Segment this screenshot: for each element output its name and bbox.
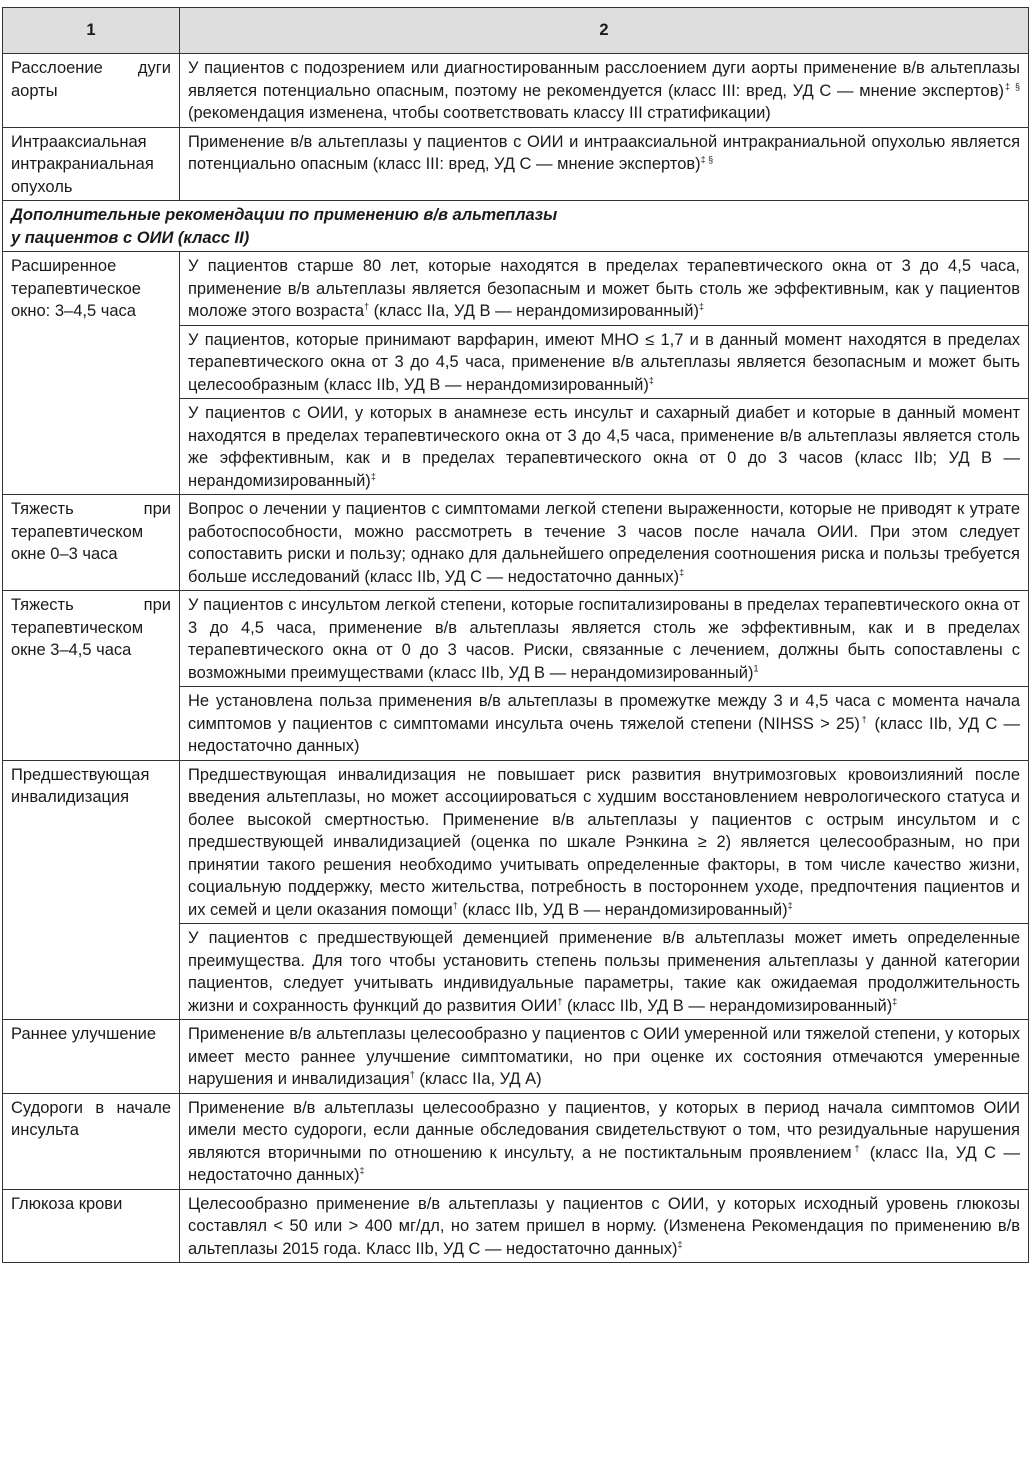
- table-body-top: [3, 54, 1029, 201]
- recommendation-class: (класс IIb, УД С — недостаточно данных): [188, 714, 1021, 755]
- section-body: [3, 201, 1029, 252]
- footnote-mark-2: ‡: [359, 1165, 365, 1176]
- recommendation-class: (класс IIb, УД В — нерандомизированный): [562, 996, 893, 1015]
- table-row: [3, 495, 1029, 591]
- recommendation-text: Вопрос о лечении у пациентов с симптомами легкой степени выраженности, которые не приводят к утрате работоспособности, можно рассмотреть в течение 3 часов после начала ОИИ. При этом следует сопоставить риски и пользу; однако для дальнейшего определения соотношения риска и пользы требуется больше исследований (класс IIb, УД С — недостаточно данных): [188, 500, 1020, 586]
- recommendation-text: Не установлена польза применения в/в альтеплазы в промежутке между 3 и 4,5 часа с момента начала симптомов у пациентов с симптомами инсульта очень тяжелой степени (NIHSS > 25): [188, 692, 1020, 733]
- recommendations-table: [2, 7, 1029, 1263]
- recommendation-cell: [180, 54, 1029, 128]
- table-row: [3, 760, 1029, 924]
- recommendation-cell: [180, 687, 1029, 761]
- recommendation-text: Целесообразно применение в/в альтеплазы у пациентов с ОИИ, у которых исходный уровень глюкозы составлял < 50 или > 400 мг/дл, но затем пришел в норму. (Изменена Рекомендация по применению в/в альтеплазы 2015 года. Класс IIb, УД С — недостаточно данных): [188, 1194, 1020, 1258]
- header-col-2: 2: [180, 8, 1029, 54]
- footnote-mark: †: [409, 1069, 415, 1080]
- recommendation-cell: [180, 1093, 1029, 1189]
- recommendation-cell: [180, 760, 1029, 924]
- row-label: Глюкоза крови: [3, 1189, 180, 1263]
- header-col-1: 1: [3, 8, 180, 54]
- recommendation-class: (класс IIa, УД В — нерандомизированный): [369, 302, 699, 320]
- row-label: Расширенное терапевтическое окно: 3–4,5 часа: [3, 252, 180, 495]
- footnote-mark: ‡: [370, 471, 376, 481]
- recommendation-cell: [180, 1020, 1029, 1094]
- recommendation-class: (класс IIb, УД В — нерандомизированный): [457, 900, 788, 919]
- table-row: [3, 1093, 1029, 1189]
- recommendation-text: У пациентов старше 80 лет, которые находятся в пределах терапевтического окна от 3 до 4,5 часа, применение в/в альтеплазы является безопасным и может быть столь же эффективным, как у пациентов моложе этого возраста: [188, 257, 1020, 320]
- recommendation-cell: [180, 252, 1029, 326]
- recommendation-class: (класс IIa, УД А): [414, 1070, 542, 1088]
- recommendation-class: (рекомендация изменена, чтобы соответствовать классу III стратификации): [188, 104, 771, 122]
- footnote-mark: ‡: [648, 375, 654, 385]
- table-row: [3, 1020, 1029, 1094]
- table-row: [3, 127, 1029, 201]
- table-header-row: [3, 8, 1029, 54]
- footnote-mark-2: ‡: [787, 900, 793, 910]
- table-body-bottom: [3, 252, 1029, 1263]
- recommendation-text: Применение в/в альтеплазы целесообразно у пациентов, у которых в период начала симптомов ОИИ имели место судороги, если данные обследования свидетельствуют о том, что резидуальные нарушения являются вторичными по отношению к инсульту, а не постиктальным проявлением: [188, 1098, 1020, 1162]
- row-label: Тяжесть при терапевтическом окне 0–3 часа: [3, 495, 180, 591]
- footnote-mark: ‡: [679, 567, 685, 577]
- footnote-mark-2: ‡: [892, 996, 898, 1006]
- recommendation-text: У пациентов с инсультом легкой степени, которые госпитализированы в пределах терапевтического окна от 3 до 4,5 часа, применение в/в альтеплазы является столь же эффективным, как и в пределах терапевтического окна от 0 до 3 часов. Риски, связанные с лечением, должны быть сопоставлены с возможными преимуществами (класс IIb, УД В — нерандомизированный): [188, 596, 1020, 682]
- recommendation-cell: [180, 1189, 1029, 1263]
- footnote-mark: †: [557, 996, 563, 1006]
- table-row: [3, 1189, 1029, 1263]
- section-heading-row: [3, 201, 1029, 252]
- footnote-mark: †: [364, 301, 370, 312]
- section-heading-line-2: у пациентов с ОИИ (класс II): [11, 228, 250, 247]
- recommendation-text: Применение в/в альтеплазы целесообразно у пациентов с ОИИ умеренной или тяжелой степени, у которых имеет место раннее улучшение симптоматики, но при оценке их состояния отмечаются умеренные нарушения и инвалидизация: [188, 1025, 1020, 1088]
- footnote-mark: †: [859, 714, 869, 724]
- footnote-mark: ‡ §: [700, 154, 714, 165]
- recommendation-cell: [180, 399, 1029, 495]
- recommendation-text: Применение в/в альтеплазы у пациентов с ОИИ и интрааксиальной интракраниальной опухолью является потенциально опасным (класс III: вред, УД С — мнение экспертов): [188, 132, 1020, 173]
- row-label: Интрааксиальная интракраниальная опухоль: [3, 127, 180, 201]
- table-row: [3, 252, 1029, 326]
- row-label: Расслоение дуги аорты: [3, 54, 180, 128]
- footnote-mark: ‡ §: [1004, 81, 1020, 91]
- recommendation-text: Предшествующая инвалидизация не повышает риск развития внутримозговых кровоизлияний после введения альтеплазы, но может ассоциироваться с худшим восстановлением неврологического статуса и более высокой смертностью. Применение в/в альтеплазы у пациентов с острым инсультом и с предшествующей инвалидизацией (оценка по шкале Рэнкина ≥ 2) является целесообразным, но при принятии такого решения необходимо учитывать определенные факторы, в том числе качество жизни, социальную поддержку, место жительства, потребность в постороннем уходе, предпочтения пациентов и их семей и цели оказания помощи: [188, 765, 1020, 919]
- recommendation-cell: [180, 591, 1029, 687]
- table-row: [3, 591, 1029, 687]
- recommendation-text: У пациентов с подозрением или диагностированным расслоением дуги аорты применение в/в альтеплазы является потенциально опасным, поэтому не рекомендуется (класс III: вред, УД С — мнение экспертов): [188, 59, 1020, 100]
- footnote-mark-2: ‡: [698, 301, 704, 312]
- row-label: Судороги в начале инсульта: [3, 1093, 180, 1189]
- recommendation-cell: [180, 495, 1029, 591]
- section-heading: [3, 201, 1029, 252]
- section-heading-line-1: Дополнительные рекомендации по применению в/в альтеплазы: [11, 206, 558, 224]
- recommendation-cell: [180, 127, 1029, 201]
- recommendation-text: У пациентов, которые принимают варфарин, имеют МНО ≤ 1,7 и в данный момент находятся в пределах терапевтического окна от 3 до 4,5 часа, применение в/в альтеплазы является безопасным и может быть целесообразным (класс IIb, УД В — нерандомизированный): [188, 330, 1020, 394]
- footnote-mark: ‡: [677, 1239, 683, 1249]
- row-label: Раннее улучшение: [3, 1020, 180, 1094]
- row-label: Тяжесть при терапевтическом окне 3–4,5 часа: [3, 591, 180, 761]
- footnote-mark: †: [452, 900, 458, 910]
- footnote-mark: 1: [753, 663, 759, 673]
- row-label: Предшествующая инвалидизация: [3, 760, 180, 1020]
- footnote-mark: †: [851, 1143, 863, 1153]
- recommendation-cell: [180, 325, 1029, 399]
- recommendation-text: У пациентов с предшествующей деменцией применение в/в альтеплазы может иметь определенные преимущества. Для того чтобы установить степень пользы применения альтеплазы у данной категории пациентов, следует учитывать индивидуальные параметры, такие как ожидаемая продолжительность жизни и сохранность функций до развития ОИИ: [188, 929, 1020, 1015]
- recommendation-text: У пациентов с ОИИ, у которых в анамнезе есть инсульт и сахарный диабет и которые в данный момент находятся в пределах терапевтического окна от 3 до 4,5 часа, применение в/в альтеплазы является столь же эффективным, как и в пределах терапевтического окна от 0 до 3 часов (класс IIb; УД В — нерандомизированный): [188, 404, 1020, 490]
- table-row: [3, 54, 1029, 128]
- recommendation-cell: [180, 924, 1029, 1020]
- recommendation-class: (класс IIa, УД С — недостаточно данных): [188, 1143, 1020, 1184]
